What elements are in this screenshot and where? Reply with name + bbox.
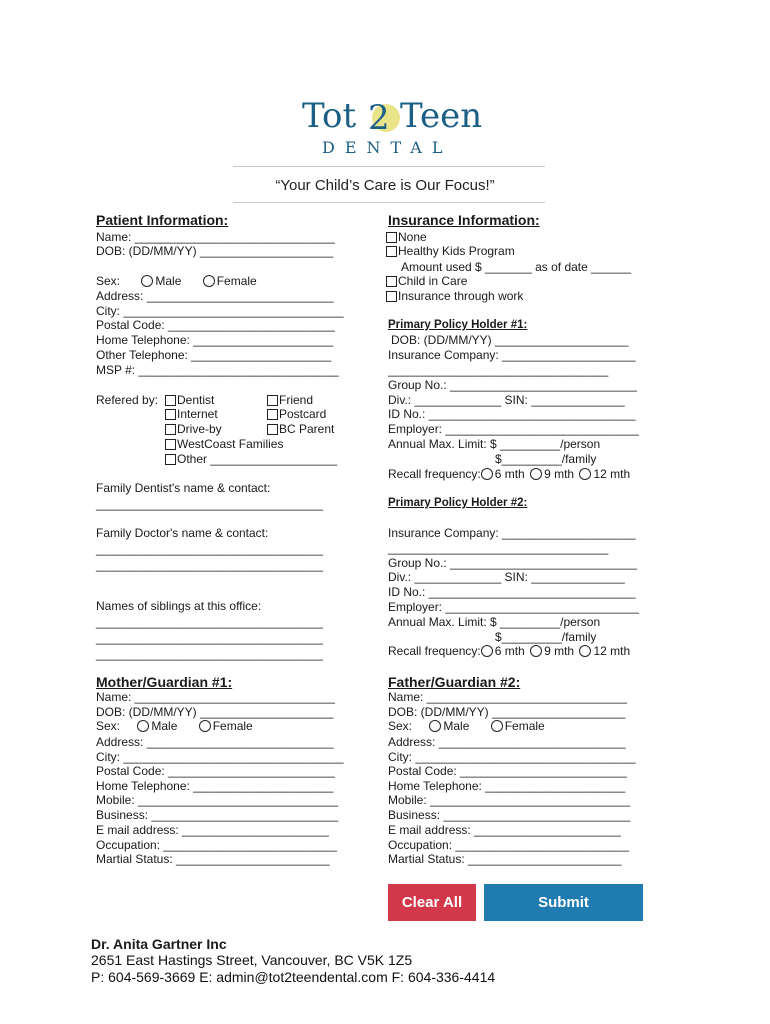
patient-heading: Patient Information: xyxy=(96,212,229,228)
mother-mobile-field[interactable]: Mobile: ______________________________ xyxy=(96,793,339,807)
ins-child-care-checkbox[interactable] xyxy=(386,274,467,288)
patient-postal-field[interactable]: Postal Code: _________________________ xyxy=(96,318,335,332)
patient-female-label: Female xyxy=(216,274,257,288)
primary1-recall-9-radio[interactable] xyxy=(530,467,574,481)
radio-icon xyxy=(141,275,153,287)
checkbox-icon xyxy=(165,424,176,435)
primary1-company-field[interactable]: Insurance Company: ____________________ xyxy=(388,348,636,362)
father-marital-field[interactable]: Martial Status: _______________________ xyxy=(388,852,622,866)
primary2-recall-6-label: 6 mth xyxy=(494,644,525,658)
primary1-recall-label: Recall frequency: xyxy=(388,467,481,481)
patient-sex-row xyxy=(96,274,257,288)
patient-dob-field[interactable]: DOB: (DD/MM/YY) ____________________ xyxy=(96,244,334,258)
radio-icon xyxy=(203,275,215,287)
siblings-label: Names of siblings at this office: xyxy=(96,599,262,613)
mother-home-tel-field[interactable]: Home Telephone: _____________________ xyxy=(96,779,334,793)
patient-city-field[interactable]: City: _________________________________ xyxy=(96,304,344,318)
father-city-field[interactable]: City: _________________________________ xyxy=(388,750,636,764)
primary1-dob-field[interactable]: DOB: (DD/MM/YY) ____________________ xyxy=(391,333,629,347)
mother-name-field[interactable]: Name: ______________________________ xyxy=(96,690,335,704)
checkbox-icon xyxy=(267,424,278,435)
father-female-label: Female xyxy=(504,719,545,733)
radio-icon xyxy=(579,468,591,480)
primary1-recall-9-label: 9 mth xyxy=(544,467,575,481)
radio-icon xyxy=(579,645,591,657)
ins-child-care-label: Child in Care xyxy=(398,274,468,288)
mother-city-field[interactable]: City: _________________________________ xyxy=(96,750,344,764)
primary1-group-field[interactable]: Group No.: ____________________________ xyxy=(388,378,637,392)
radio-icon xyxy=(530,468,542,480)
checkbox-icon xyxy=(165,395,176,406)
primary1-recall-12-label: 12 mth xyxy=(593,467,631,481)
header-rule-bottom xyxy=(233,202,545,203)
radio-icon xyxy=(491,720,503,732)
mother-male-label: Male xyxy=(151,719,178,733)
primary2-group-field[interactable]: Group No.: ____________________________ xyxy=(388,556,637,570)
primary2-recall-9-radio[interactable] xyxy=(530,644,574,658)
primary1-recall-12-radio[interactable] xyxy=(579,467,630,481)
amount-used-field[interactable]: Amount used $ _______ as of date ______ xyxy=(401,260,632,274)
patient-sex-label: Sex: xyxy=(96,274,121,288)
ref-internet-label: Internet xyxy=(177,407,218,421)
radio-icon xyxy=(137,720,149,732)
mother-email-field[interactable]: E mail address: ______________________ xyxy=(96,823,329,837)
father-sex-row xyxy=(388,719,545,733)
ins-healthy-kids-checkbox[interactable] xyxy=(386,244,515,258)
radio-icon xyxy=(429,720,441,732)
mother-male-radio[interactable] xyxy=(137,719,177,733)
mother-sex-row xyxy=(96,719,253,733)
primary2-family-field[interactable]: $_________/family xyxy=(495,630,597,644)
patient-male-radio[interactable] xyxy=(141,274,181,288)
siblings-field-3[interactable]: __________________________________ xyxy=(96,647,323,661)
logo-dental: DENTAL xyxy=(322,138,453,157)
father-female-radio[interactable] xyxy=(491,719,545,733)
father-home-tel-field[interactable]: Home Telephone: _____________________ xyxy=(388,779,626,793)
patient-female-radio[interactable] xyxy=(203,274,257,288)
submit-button[interactable]: Submit xyxy=(484,884,643,921)
ref-dentist-checkbox[interactable] xyxy=(165,393,214,407)
checkbox-icon xyxy=(165,454,176,465)
referred-label: Refered by: xyxy=(96,393,159,407)
ins-through-work-checkbox[interactable] xyxy=(386,289,523,303)
primary2-recall-label: Recall frequency: xyxy=(388,644,481,658)
primary1-heading: Primary Policy Holder #1: xyxy=(388,319,528,331)
patient-other-tel-field[interactable]: Other Telephone: _____________________ xyxy=(96,348,332,362)
checkbox-icon xyxy=(386,291,397,302)
primary1-employer-field[interactable]: Employer: _____________________________ xyxy=(388,422,639,436)
siblings-field-1[interactable]: __________________________________ xyxy=(96,615,323,629)
header-rule-top xyxy=(233,166,545,167)
patient-male-label: Male xyxy=(155,274,182,288)
mother-dob-field[interactable]: DOB: (DD/MM/YY) ____________________ xyxy=(96,705,334,719)
primary2-recall-9-label: 9 mth xyxy=(544,644,575,658)
primary2-recall-12-label: 12 mth xyxy=(593,644,631,658)
radio-icon xyxy=(481,645,493,657)
ref-other-label: Other ___________________ xyxy=(177,452,338,466)
primary1-annual-max-field[interactable]: Annual Max. Limit: $ _________/person xyxy=(388,437,601,451)
primary2-annual-max-field[interactable]: Annual Max. Limit: $ _________/person xyxy=(388,615,601,629)
primary2-recall-6-radio[interactable] xyxy=(481,644,525,658)
checkbox-icon xyxy=(386,246,397,257)
logo-two: 2 xyxy=(368,98,390,136)
ref-friend-label: Friend xyxy=(279,393,314,407)
mother-postal-field[interactable]: Postal Code: _________________________ xyxy=(96,764,335,778)
patient-msp-field[interactable]: MSP #: ______________________________ xyxy=(96,363,339,377)
insurance-heading: Insurance Information: xyxy=(388,212,540,228)
siblings-field-2[interactable]: __________________________________ xyxy=(96,631,323,645)
checkbox-icon xyxy=(165,409,176,420)
father-postal-field[interactable]: Postal Code: _________________________ xyxy=(388,764,627,778)
footer-practice-name: Dr. Anita Gartner Inc xyxy=(91,936,227,952)
logo-two-mark-icon xyxy=(362,96,404,136)
father-address-field[interactable]: Address: ____________________________ xyxy=(388,735,626,749)
ref-postcard-checkbox[interactable] xyxy=(267,407,326,421)
ref-westcoast-checkbox[interactable] xyxy=(165,437,283,451)
logo-teen: Teen xyxy=(400,96,483,136)
checkbox-icon xyxy=(386,232,397,243)
father-mobile-field[interactable]: Mobile: ______________________________ xyxy=(388,793,631,807)
father-occupation-field[interactable]: Occupation: __________________________ xyxy=(388,838,629,852)
family-doctor-field-1[interactable]: __________________________________ xyxy=(96,542,323,556)
footer-address: 2651 East Hastings Street, Vancouver, BC V5K 1Z5 xyxy=(91,952,413,968)
father-heading: Father/Guardian #2: xyxy=(388,674,521,690)
mother-sex-label: Sex: xyxy=(96,719,121,733)
father-email-field[interactable]: E mail address: ______________________ xyxy=(388,823,621,837)
mother-female-label: Female xyxy=(212,719,253,733)
ref-driveby-checkbox[interactable] xyxy=(165,422,222,436)
checkbox-icon xyxy=(386,276,397,287)
father-name-field[interactable]: Name: ______________________________ xyxy=(388,690,627,704)
primary1-recall-row xyxy=(388,467,630,481)
father-dob-field[interactable]: DOB: (DD/MM/YY) ____________________ xyxy=(388,705,626,719)
ref-bcparent-label: BC Parent xyxy=(279,422,335,436)
ins-through-work-label: Insurance through work xyxy=(398,289,524,303)
radio-icon xyxy=(199,720,211,732)
ins-none-label: None xyxy=(398,230,427,244)
primary1-family-field[interactable]: $_________/family xyxy=(495,452,597,466)
primary2-recall-12-radio[interactable] xyxy=(579,644,630,658)
primary1-recall-6-label: 6 mth xyxy=(494,467,525,481)
primary2-recall-row xyxy=(388,644,630,658)
ref-driveby-label: Drive-by xyxy=(177,422,222,436)
clear-all-button[interactable]: Clear All xyxy=(388,884,476,921)
family-dentist-label: Family Dentist's name & contact: xyxy=(96,481,271,495)
family-doctor-field-2[interactable]: __________________________________ xyxy=(96,558,323,572)
ref-friend-checkbox[interactable] xyxy=(267,393,313,407)
radio-icon xyxy=(530,645,542,657)
mother-marital-field[interactable]: Martial Status: _______________________ xyxy=(96,852,330,866)
primary1-id-field[interactable]: ID No.: _______________________________ xyxy=(388,407,636,421)
tagline: “Your Child’s Care is Our Focus!” xyxy=(275,177,495,194)
logo-tot: Tot xyxy=(302,96,357,136)
father-business-field[interactable]: Business: ____________________________ xyxy=(388,808,631,822)
mother-occupation-field[interactable]: Occupation: __________________________ xyxy=(96,838,337,852)
ref-westcoast-label: WestCoast Families xyxy=(177,437,284,451)
father-sex-label: Sex: xyxy=(388,719,413,733)
patient-name-field[interactable]: Name: ______________________________ xyxy=(96,230,335,244)
mother-female-radio[interactable] xyxy=(199,719,253,733)
patient-address-field[interactable]: Address: ____________________________ xyxy=(96,289,334,303)
checkbox-icon xyxy=(267,395,278,406)
primary1-div-sin-field[interactable]: Div.: _____________ SIN: ______________ xyxy=(388,393,625,407)
primary2-div-sin-field[interactable]: Div.: _____________ SIN: ______________ xyxy=(388,570,625,584)
ins-healthy-kids-label: Healthy Kids Program xyxy=(398,244,515,258)
father-male-label: Male xyxy=(443,719,470,733)
father-male-radio[interactable] xyxy=(429,719,469,733)
patient-home-tel-field[interactable]: Home Telephone: _____________________ xyxy=(96,333,334,347)
family-doctor-label: Family Doctor's name & contact: xyxy=(96,526,269,540)
primary2-id-field[interactable]: ID No.: _______________________________ xyxy=(388,585,636,599)
family-dentist-field[interactable]: __________________________________ xyxy=(96,497,323,511)
primary1-recall-6-radio[interactable] xyxy=(481,467,525,481)
primary2-employer-field[interactable]: Employer: _____________________________ xyxy=(388,600,639,614)
ref-postcard-label: Postcard xyxy=(279,407,327,421)
ref-dentist-label: Dentist xyxy=(177,393,215,407)
footer-contact: P: 604-569-3669 E: admin@tot2teendental.com F: 604-336-4414 xyxy=(91,969,496,985)
primary2-blank-field[interactable]: _________________________________ xyxy=(388,541,609,555)
ref-bcparent-checkbox[interactable] xyxy=(267,422,334,436)
mother-address-field[interactable]: Address: ____________________________ xyxy=(96,735,334,749)
ref-other-checkbox[interactable] xyxy=(165,452,337,466)
ins-none-checkbox[interactable] xyxy=(386,230,427,244)
mother-business-field[interactable]: Business: ____________________________ xyxy=(96,808,339,822)
primary1-blank-field[interactable]: _________________________________ xyxy=(388,363,609,377)
primary2-company-field[interactable]: Insurance Company: ____________________ xyxy=(388,526,636,540)
checkbox-icon xyxy=(267,409,278,420)
ref-internet-checkbox[interactable] xyxy=(165,407,218,421)
radio-icon xyxy=(481,468,493,480)
mother-heading: Mother/Guardian #1: xyxy=(96,674,233,690)
primary2-heading: Primary Policy Holder #2: xyxy=(388,497,528,509)
checkbox-icon xyxy=(165,439,176,450)
